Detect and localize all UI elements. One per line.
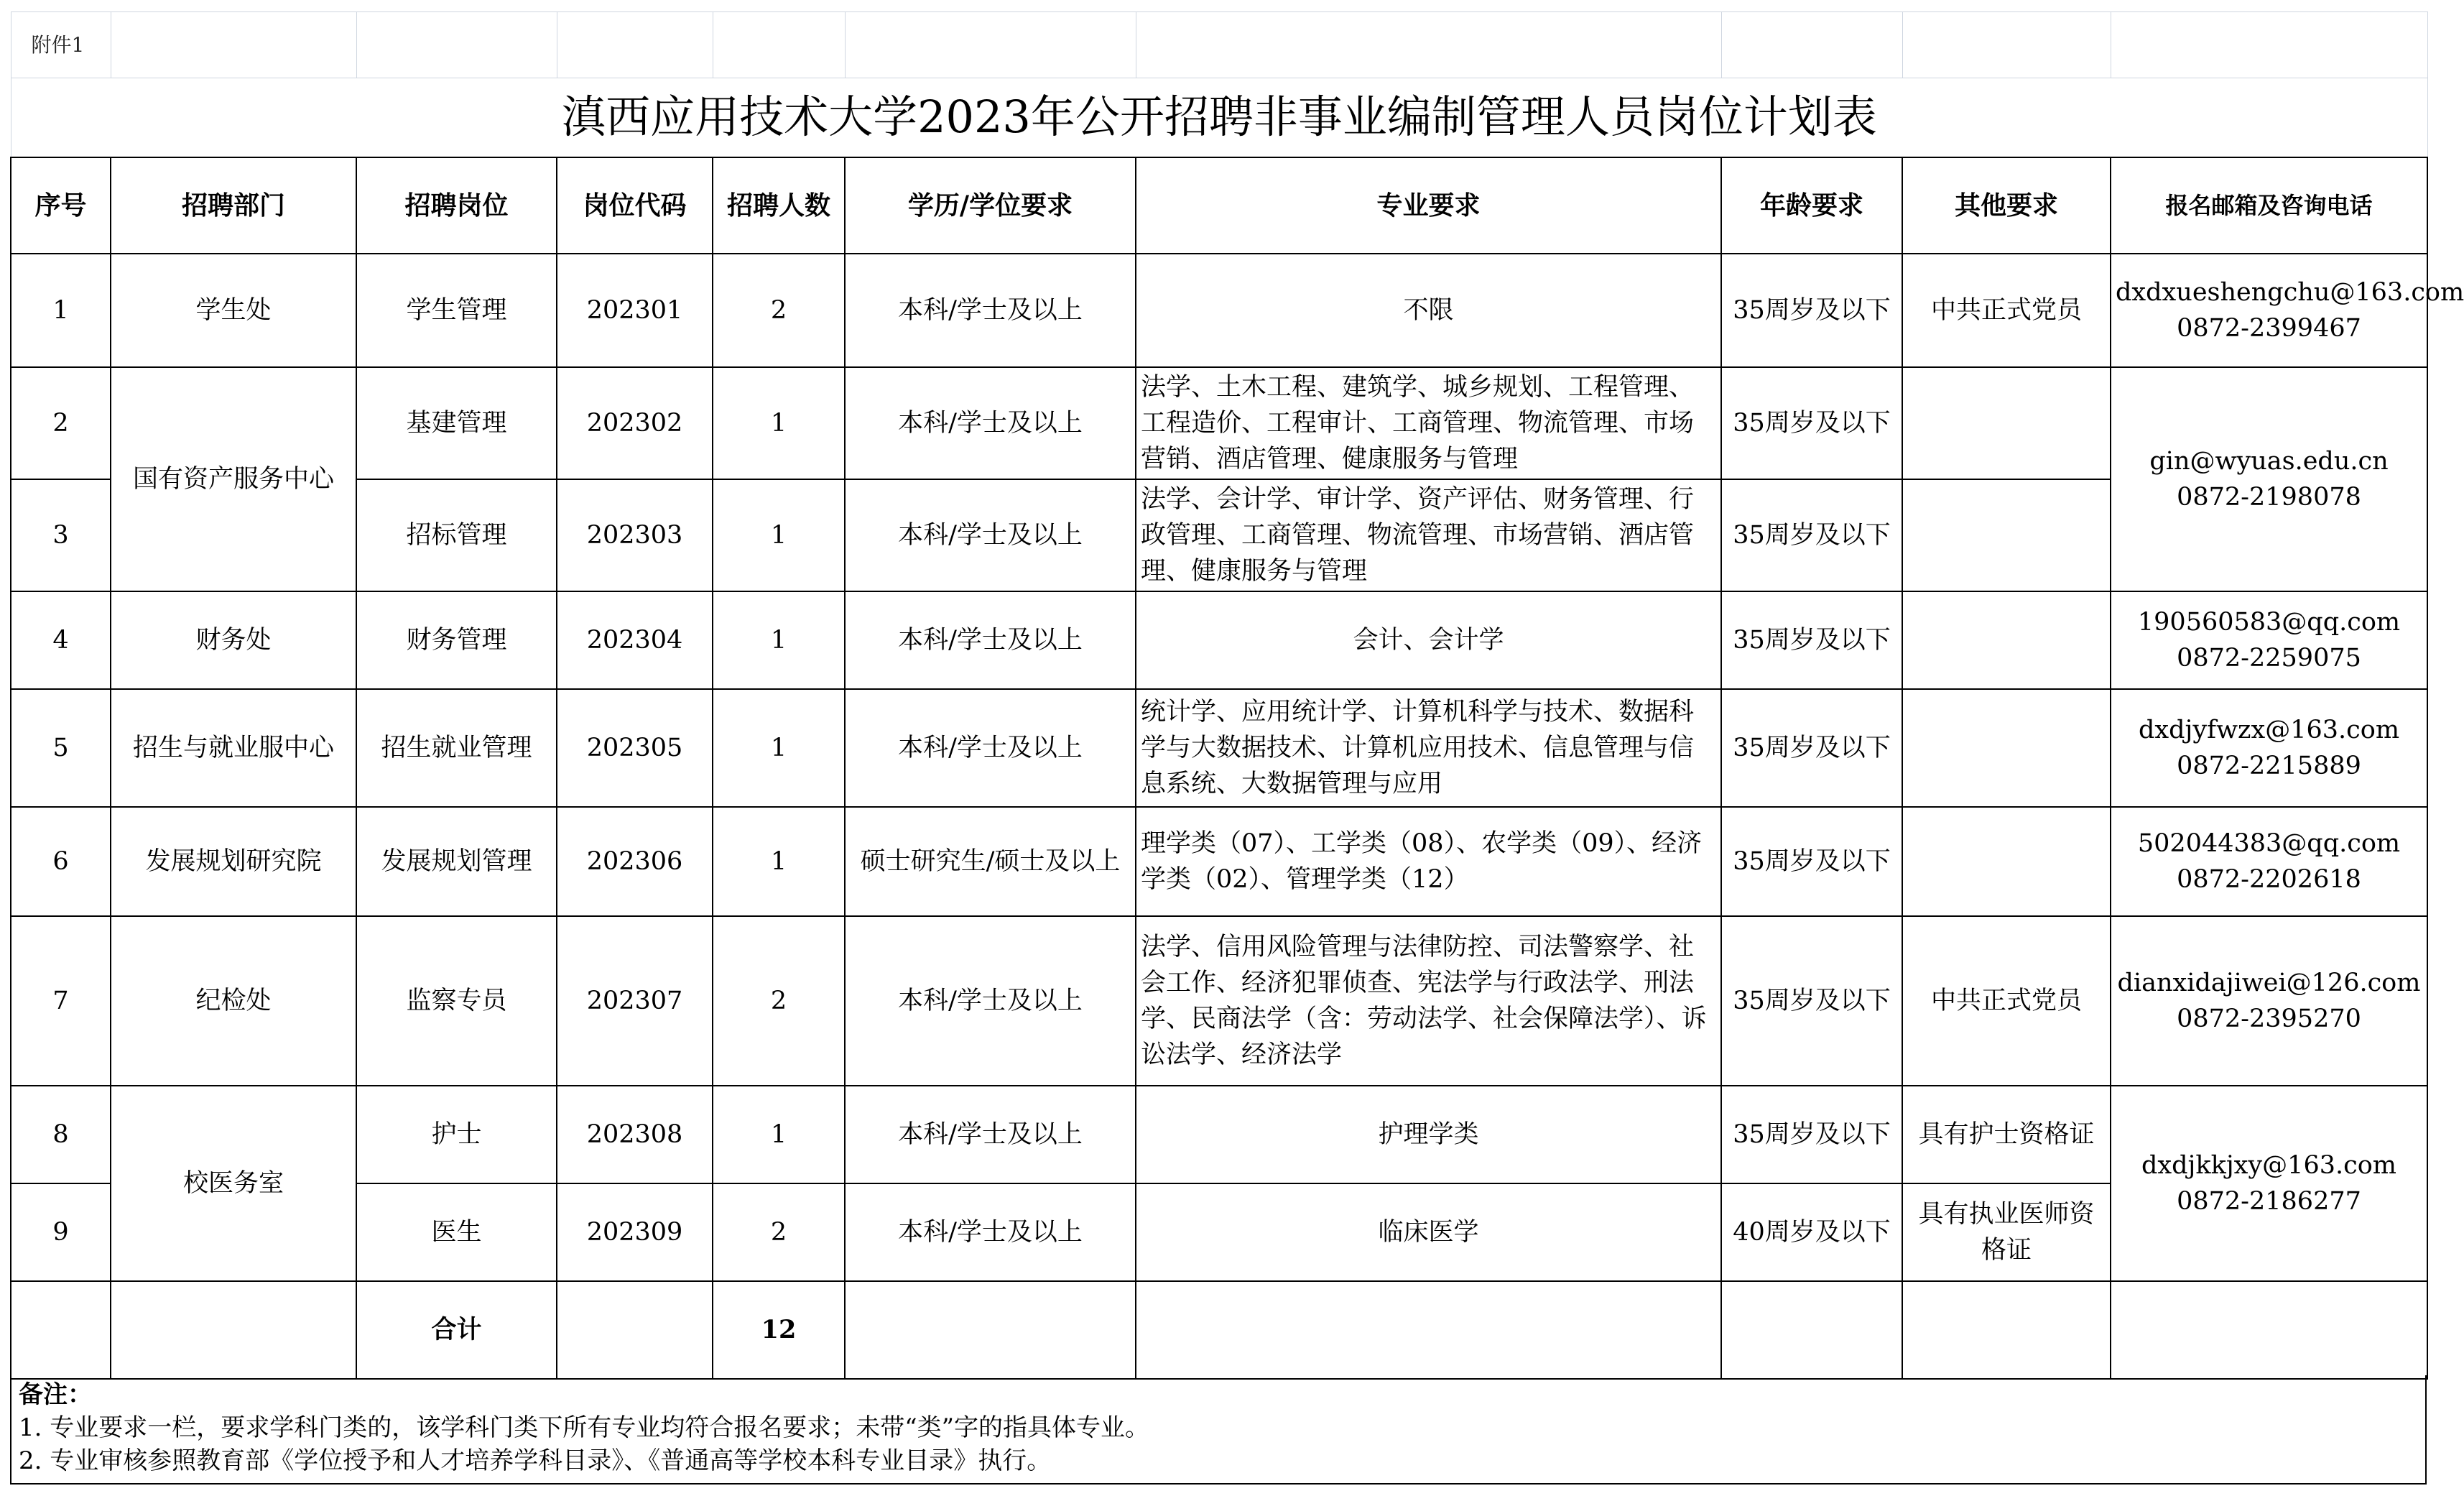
other-requirement-cell — [1902, 591, 2111, 689]
other-requirement-cell — [1902, 689, 2111, 807]
table-row — [11, 807, 2427, 916]
header-cell: 报名邮箱及咨询电话 — [2111, 157, 2427, 254]
other-requirement-cell — [1902, 479, 2111, 591]
age-cell: 35周岁及以下 — [1721, 1086, 1902, 1183]
header-cell: 序号 — [11, 157, 111, 254]
age-cell: 35周岁及以下 — [1721, 807, 1902, 916]
headcount-cell: 1 — [713, 689, 845, 807]
position-code-cell: 202301 — [557, 254, 713, 367]
row-number: 9 — [11, 1183, 111, 1281]
position-code-cell: 202302 — [557, 367, 713, 479]
major-cell: 理学类（07）、工学类（08）、农学类（09）、经济学类（02）、管理学类（12） — [1136, 807, 1721, 916]
other-requirement-cell — [1902, 807, 2111, 916]
education-cell: 硕士研究生/硕士及以上 — [845, 807, 1136, 916]
contact-phone: 0872-2259075 — [2177, 643, 2361, 673]
major-cell: 不限 — [1136, 254, 1721, 367]
table-row — [11, 367, 2427, 479]
row-number: 6 — [11, 807, 111, 916]
other-requirement-cell — [1902, 367, 2111, 479]
headcount-cell: 1 — [713, 1086, 845, 1183]
empty-cell — [1902, 1281, 2111, 1379]
attachment-label: 附件1 — [11, 12, 111, 78]
contact-email: gin@wyuas.edu.cn — [2149, 446, 2389, 476]
education-cell: 本科/学士及以上 — [845, 1086, 1136, 1183]
position-code-cell: 202307 — [557, 916, 713, 1086]
position-code-cell: 202308 — [557, 1086, 713, 1183]
empty-cell — [11, 1281, 111, 1379]
empty-cell — [1136, 12, 1721, 78]
row-number: 4 — [11, 591, 111, 689]
title-row — [11, 78, 2427, 157]
header-row — [11, 157, 2427, 254]
position-code-cell: 202303 — [557, 479, 713, 591]
contact-phone: 0872-2395270 — [2177, 1004, 2361, 1033]
row-number: 7 — [11, 916, 111, 1086]
contact-phone: 0872-2186277 — [2177, 1186, 2361, 1216]
age-cell: 40周岁及以下 — [1721, 1183, 1902, 1281]
other-requirement-cell: 具有执业医师资格证 — [1902, 1183, 2111, 1281]
major-cell: 临床医学 — [1136, 1183, 1721, 1281]
contact-cell — [2111, 254, 2464, 367]
empty-cell — [111, 12, 356, 78]
education-cell: 本科/学士及以上 — [845, 479, 1136, 591]
contact-cell — [2111, 689, 2427, 807]
major-cell: 法学、会计学、审计学、资产评估、财务管理、行政管理、工商管理、物流管理、市场营销、酒店管理、健康服务与管理 — [1136, 479, 1721, 591]
empty-cell — [1721, 1281, 1902, 1379]
education-cell: 本科/学士及以上 — [845, 254, 1136, 367]
contact-cell — [2111, 591, 2427, 689]
contact-email: dxdxueshengchu@163.com — [2116, 277, 2464, 307]
contact-email: dianxidajiwei@126.com — [2117, 968, 2421, 997]
contact-phone: 0872-2198078 — [2177, 482, 2361, 512]
headcount-cell: 1 — [713, 591, 845, 689]
position-cell: 学生管理 — [356, 254, 557, 367]
table-row — [11, 689, 2427, 807]
empty-cell — [356, 12, 557, 78]
position-cell: 基建管理 — [356, 367, 557, 479]
empty-cell — [713, 12, 845, 78]
contact-email: dxdjyfwzx@163.com — [2138, 715, 2400, 744]
position-code-cell: 202306 — [557, 807, 713, 916]
table-row — [11, 1183, 2427, 1281]
department-cell: 国有资产服务中心 — [111, 367, 356, 591]
empty-cell — [557, 12, 713, 78]
header-cell: 专业要求 — [1136, 157, 1721, 254]
empty-cell — [845, 12, 1136, 78]
empty-cell — [1902, 12, 2111, 78]
header-cell: 招聘部门 — [111, 157, 356, 254]
note-item: 1. 专业要求一栏，要求学科门类的，该学科门类下所有专业均符合报名要求；未带“类”字的指具体专业。 — [19, 1413, 1150, 1442]
major-cell: 法学、土木工程、建筑学、城乡规划、工程管理、工程造价、工程审计、工商管理、物流管理、市场营销、酒店管理、健康服务与管理 — [1136, 367, 1721, 479]
department-cell: 招生与就业服中心 — [111, 689, 356, 807]
row-number: 1 — [11, 254, 111, 367]
contact-cell — [2111, 807, 2427, 916]
position-code-cell: 202305 — [557, 689, 713, 807]
age-cell: 35周岁及以下 — [1721, 916, 1902, 1086]
position-code-cell: 202304 — [557, 591, 713, 689]
header-cell: 年龄要求 — [1721, 157, 1902, 254]
position-code-cell: 202309 — [557, 1183, 713, 1281]
contact-cell — [2111, 1086, 2427, 1281]
empty-cell — [557, 1281, 713, 1379]
row-number: 5 — [11, 689, 111, 807]
headcount-cell: 1 — [713, 367, 845, 479]
contact-email: dxdjkkjxy@163.com — [2141, 1150, 2396, 1180]
table-title: 滇西应用技术大学2023年公开招聘非事业编制管理人员岗位计划表 — [11, 78, 2427, 157]
position-cell: 招标管理 — [356, 479, 557, 591]
headcount-cell: 2 — [713, 916, 845, 1086]
education-cell: 本科/学士及以上 — [845, 367, 1136, 479]
major-cell: 会计、会计学 — [1136, 591, 1721, 689]
department-cell: 发展规划研究院 — [111, 807, 356, 916]
age-cell: 35周岁及以下 — [1721, 367, 1902, 479]
header-cell: 招聘岗位 — [356, 157, 557, 254]
recruitment-plan-table — [10, 11, 2464, 1380]
header-cell: 岗位代码 — [557, 157, 713, 254]
contact-cell — [2111, 916, 2427, 1086]
headcount-cell: 1 — [713, 807, 845, 916]
other-requirement-cell: 中共正式党员 — [1902, 916, 2111, 1086]
empty-cell — [845, 1281, 1136, 1379]
position-cell: 发展规划管理 — [356, 807, 557, 916]
position-cell: 监察专员 — [356, 916, 557, 1086]
row-number: 3 — [11, 479, 111, 591]
major-cell: 法学、信用风险管理与法律防控、司法警察学、社会工作、经济犯罪侦查、宪法学与行政法学、刑法学、民商法学（含：劳动法学、社会保障法学）、诉讼法学、经济法学 — [1136, 916, 1721, 1086]
empty-cell — [2111, 12, 2427, 78]
major-cell: 护理学类 — [1136, 1086, 1721, 1183]
major-cell: 统计学、应用统计学、计算机科学与技术、数据科学与大数据技术、计算机应用技术、信息管理与信息系统、大数据管理与应用 — [1136, 689, 1721, 807]
header-cell: 其他要求 — [1902, 157, 2111, 254]
table-row — [11, 254, 2427, 367]
department-cell: 学生处 — [111, 254, 356, 367]
age-cell: 35周岁及以下 — [1721, 479, 1902, 591]
empty-cell — [111, 1281, 356, 1379]
education-cell: 本科/学士及以上 — [845, 591, 1136, 689]
department-cell: 财务处 — [111, 591, 356, 689]
headcount-cell: 2 — [713, 1183, 845, 1281]
table-row — [11, 479, 2427, 591]
row-number: 8 — [11, 1086, 111, 1183]
attachment-row — [11, 12, 2427, 78]
contact-email: 502044383@qq.com — [2137, 828, 2401, 858]
headcount-cell: 1 — [713, 479, 845, 591]
age-cell: 35周岁及以下 — [1721, 591, 1902, 689]
total-row — [11, 1281, 2427, 1379]
note-item: 2. 专业审核参照教育部《学位授予和人才培养学科目录》、《普通高等学校本科专业目录》执行。 — [19, 1446, 1052, 1475]
department-cell: 校医务室 — [111, 1086, 356, 1281]
education-cell: 本科/学士及以上 — [845, 689, 1136, 807]
total-count: 12 — [713, 1281, 845, 1379]
table-row — [11, 916, 2427, 1086]
contact-phone: 0872-2215889 — [2177, 751, 2361, 780]
empty-cell — [1721, 12, 1902, 78]
total-label: 合计 — [356, 1281, 557, 1379]
position-cell: 医生 — [356, 1183, 557, 1281]
header-cell: 招聘人数 — [713, 157, 845, 254]
table-row — [11, 1086, 2427, 1183]
notes-section — [10, 1375, 2427, 1485]
other-requirement-cell: 具有护士资格证 — [1902, 1086, 2111, 1183]
row-number: 2 — [11, 367, 111, 479]
education-cell: 本科/学士及以上 — [845, 1183, 1136, 1281]
contact-email: 190560583@qq.com — [2137, 607, 2401, 637]
position-cell: 招生就业管理 — [356, 689, 557, 807]
spreadsheet — [10, 11, 2464, 1380]
department-cell: 纪检处 — [111, 916, 356, 1086]
notes-title: 备注： — [19, 1380, 92, 1409]
age-cell: 35周岁及以下 — [1721, 689, 1902, 807]
contact-cell — [2111, 367, 2427, 591]
contact-phone: 0872-2202618 — [2177, 864, 2361, 894]
table-row — [11, 591, 2427, 689]
other-requirement-cell: 中共正式党员 — [1902, 254, 2111, 367]
empty-cell — [1136, 1281, 1721, 1379]
contact-phone: 0872-2399467 — [2177, 313, 2361, 343]
position-cell: 护士 — [356, 1086, 557, 1183]
age-cell: 35周岁及以下 — [1721, 254, 1902, 367]
header-cell: 学历/学位要求 — [845, 157, 1136, 254]
headcount-cell: 2 — [713, 254, 845, 367]
education-cell: 本科/学士及以上 — [845, 916, 1136, 1086]
position-cell: 财务管理 — [356, 591, 557, 689]
empty-cell — [2111, 1281, 2427, 1379]
